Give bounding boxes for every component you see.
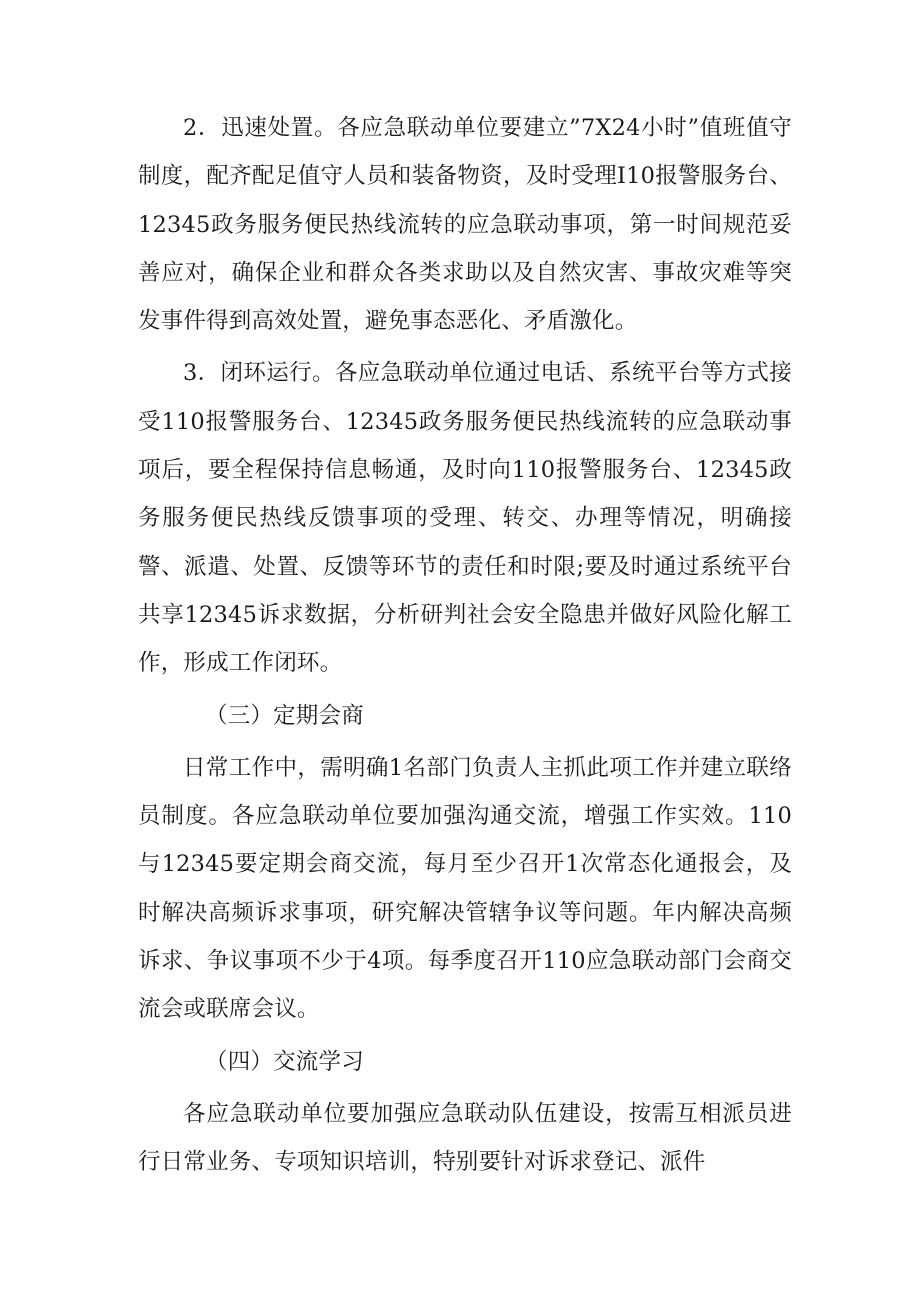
paragraph-exchange-learning: 各应急联动单位要加强应急联动队伍建设，按需互相派员进行日常业务、专项知识培训，特别要针对诉求登记、派件 bbox=[138, 1100, 792, 1176]
section-heading-exchange-learning: （四）交流学习 bbox=[205, 1048, 364, 1075]
section-heading-regular-consult: （三）定期会商 bbox=[205, 702, 364, 729]
paragraph-rapid-response: 2．迅速处置。各应急联动单位要建立”7X24小时”值班值守制度，配齐配足值守人员和装备物资，及时受理I10报警服务台、12345政务服务便民热线流转的应急联动事项，第一时间规范妥善应对，确保企业和群众各类求助以及自然灾害、事故灾难等突发事件得到高效处置，避免事态恶化、矛盾激化。 bbox=[138, 115, 792, 335]
paragraph-regular-consult: 日常工作中，需明确1名部门负责人主抓此项工作并建立联络员制度。各应急联动单位要加强沟通交流，增强工作实效。110与12345要定期会商交流，每月至少召开1次常态化通报会，及时解决高频诉求事项，研究解决管辖争议等问题。年内解决高频诉求、争议事项不少于4项。每季度召开110应急联动部门会商交流会或联席会议。 bbox=[138, 754, 792, 1023]
paragraph-closed-loop: 3．闭环运行。各应急联动单位通过电话、系统平台等方式接受110报警服务台、12345政务服务便民热线流转的应急联动事项后，要全程保持信息畅通，及时向110报警服务台、12345政务服务便民热线反馈事项的受理、转交、办理等情况，明确接警、派遣、处置、反馈等环节的责任和时限;要及时通过系统平台共享12345诉求数据，分析研判社会安全隐患并做好风险化解工作，形成工作闭环。 bbox=[138, 360, 792, 677]
document-body bbox=[138, 104, 792, 1187]
